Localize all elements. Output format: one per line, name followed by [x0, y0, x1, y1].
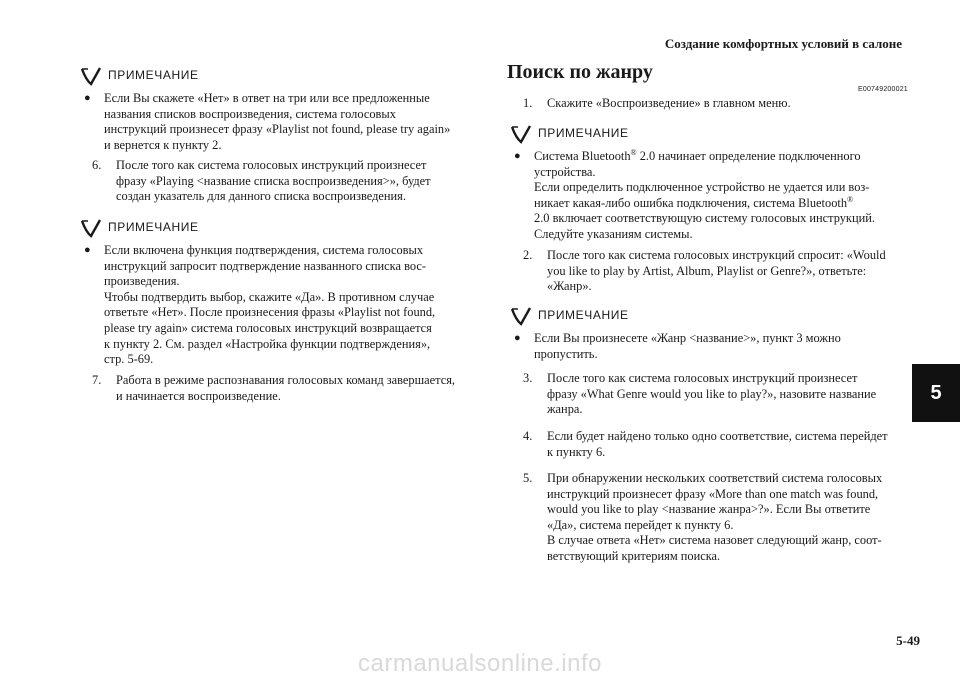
step-number: 7.: [92, 373, 102, 387]
bullet-dot: ●: [514, 332, 521, 344]
text-line: При обнаружении нескольких соответствий система голосовых: [547, 471, 883, 485]
step-4: [523, 429, 918, 460]
step-5: [523, 471, 918, 565]
note-text: [534, 331, 841, 362]
step-number: 1.: [523, 96, 533, 110]
text-line: никает какая-либо ошибка подключения, система Bluetooth®: [534, 194, 854, 210]
text-line: «Жанр».: [547, 279, 592, 294]
note-pencil-icon: [510, 124, 532, 144]
text-line: фразу «Playing <название списка воспроизведения>», будет: [116, 173, 431, 188]
text-line: ветствующий критериям поиска.: [547, 548, 721, 563]
text-line: you like to play by Artist, Album, Playlist or Genre?», ответьте:: [547, 263, 867, 278]
note-heading: [80, 218, 480, 238]
text-line: Если будет найдено только одно соответствие, система перейдет: [547, 429, 888, 443]
text-line: Если Вы скажете «Нет» в ответ на три или все предложенные: [104, 91, 430, 105]
note-heading: [510, 124, 915, 144]
note-heading: [510, 306, 915, 326]
text-line: Если включена функция подтверждения, система голосовых: [104, 243, 424, 257]
text-line: создан указатель для данного списка воспроизведения.: [116, 189, 406, 204]
page-header-title: Создание комфортных условий в салоне: [664, 36, 902, 51]
note-block-3: [510, 124, 915, 243]
registered-mark: ®: [847, 194, 854, 204]
text-line: would you like to play <название жанра>?». Если Вы ответите: [547, 502, 871, 517]
text-line: пропустить.: [534, 346, 598, 361]
step-number: 5.: [523, 471, 533, 485]
document-code: E00749200021: [858, 86, 908, 93]
text-line: После того как система голосовых инструкций спросит: «Would: [547, 248, 886, 262]
text-line: и вернется к пункту 2.: [104, 137, 222, 152]
step-1: [523, 96, 913, 112]
text-line: После того как система голосовых инструкций произнесет: [116, 158, 427, 172]
note-heading: [80, 66, 480, 86]
text-line: и начинается воспроизведение.: [116, 388, 281, 403]
text-line: Если определить подключенное устройство не удается или воз-: [534, 180, 870, 195]
text-line: Скажите «Воспроизведение» в главном меню.: [547, 96, 791, 110]
step-number: 4.: [523, 429, 533, 443]
text-line: к пункту 6.: [547, 444, 606, 459]
bullet-dot: ●: [84, 92, 91, 104]
step-2: [523, 248, 918, 295]
text-line: Чтобы подтвердить выбор, скажите «Да». В противном случае: [104, 289, 435, 304]
page-number: 5-49: [896, 633, 920, 648]
text-line: please try again» система голосовых инструкций возвращается: [104, 320, 432, 335]
bullet-dot: ●: [514, 150, 521, 162]
note-heading-text: ПРИМЕЧАНИЕ: [538, 308, 629, 323]
note-pencil-icon: [80, 66, 102, 86]
note-text: [104, 243, 435, 368]
text-line: названия списков воспроизведения, система голосовых: [104, 106, 396, 121]
text-line: ответьте «Нет». После произнесения фразы «Playlist not found,: [104, 305, 436, 320]
step-3: [523, 371, 918, 418]
text-line: к пункту 2. См. раздел «Настройка функции подтверждения»,: [104, 336, 431, 351]
text-line: Работа в режиме распознавания голосовых команд завершается,: [116, 373, 456, 387]
step-number: 3.: [523, 371, 533, 385]
text-line: Система Bluetooth® 2.0 начинает определение подключенного: [534, 147, 861, 163]
text-line: Следуйте указаниям системы.: [534, 226, 693, 241]
section-heading: Поиск по жанру: [507, 61, 653, 83]
registered-mark: ®: [630, 147, 637, 157]
text-line: фразу «What Genre would you like to play?», назовите название: [547, 386, 877, 401]
text-line: инструкций произнесет фразу «Playlist not found, please try again»: [104, 122, 451, 137]
note-block-4: [510, 306, 915, 362]
note-block-1: [80, 66, 480, 153]
text-line: устройства.: [534, 164, 596, 179]
step-number: 2.: [523, 248, 533, 262]
text-line: стр. 5-69.: [104, 352, 154, 367]
step-7: [92, 373, 482, 404]
note-heading-text: ПРИМЕЧАНИЕ: [538, 126, 629, 141]
step-number: 6.: [92, 158, 102, 172]
text-line: произведения.: [104, 274, 180, 289]
text-line: В случае ответа «Нет» система назовет следующий жанр, соот-: [547, 533, 882, 548]
text-line: Если Вы произнесете «Жанр <название>», пункт 3 можно: [534, 331, 841, 345]
note-pencil-icon: [510, 306, 532, 326]
text-line: «Да», система перейдет к пункту 6.: [547, 517, 734, 532]
note-block-2: [80, 218, 480, 368]
note-heading-text: ПРИМЕЧАНИЕ: [108, 220, 199, 235]
note-pencil-icon: [80, 218, 102, 238]
note-heading-text: ПРИМЕЧАНИЕ: [108, 68, 199, 83]
chapter-tab: 5: [912, 364, 960, 422]
text-line: 2.0 включает соответствующую систему голосовых инструкций.: [534, 211, 875, 226]
bullet-dot: ●: [84, 244, 91, 256]
note-text: [104, 91, 450, 153]
text-line: жанра.: [547, 402, 583, 417]
text-line: инструкций запросит подтверждение названного списка вос-: [104, 258, 426, 273]
text-line: После того как система голосовых инструкций произнесет: [547, 371, 858, 385]
step-6: [92, 158, 482, 205]
note-text: [534, 149, 875, 243]
watermark: carmanualsonline.info: [358, 650, 602, 677]
text-line: инструкций произнесет фразу «More than one match was found,: [547, 486, 879, 501]
